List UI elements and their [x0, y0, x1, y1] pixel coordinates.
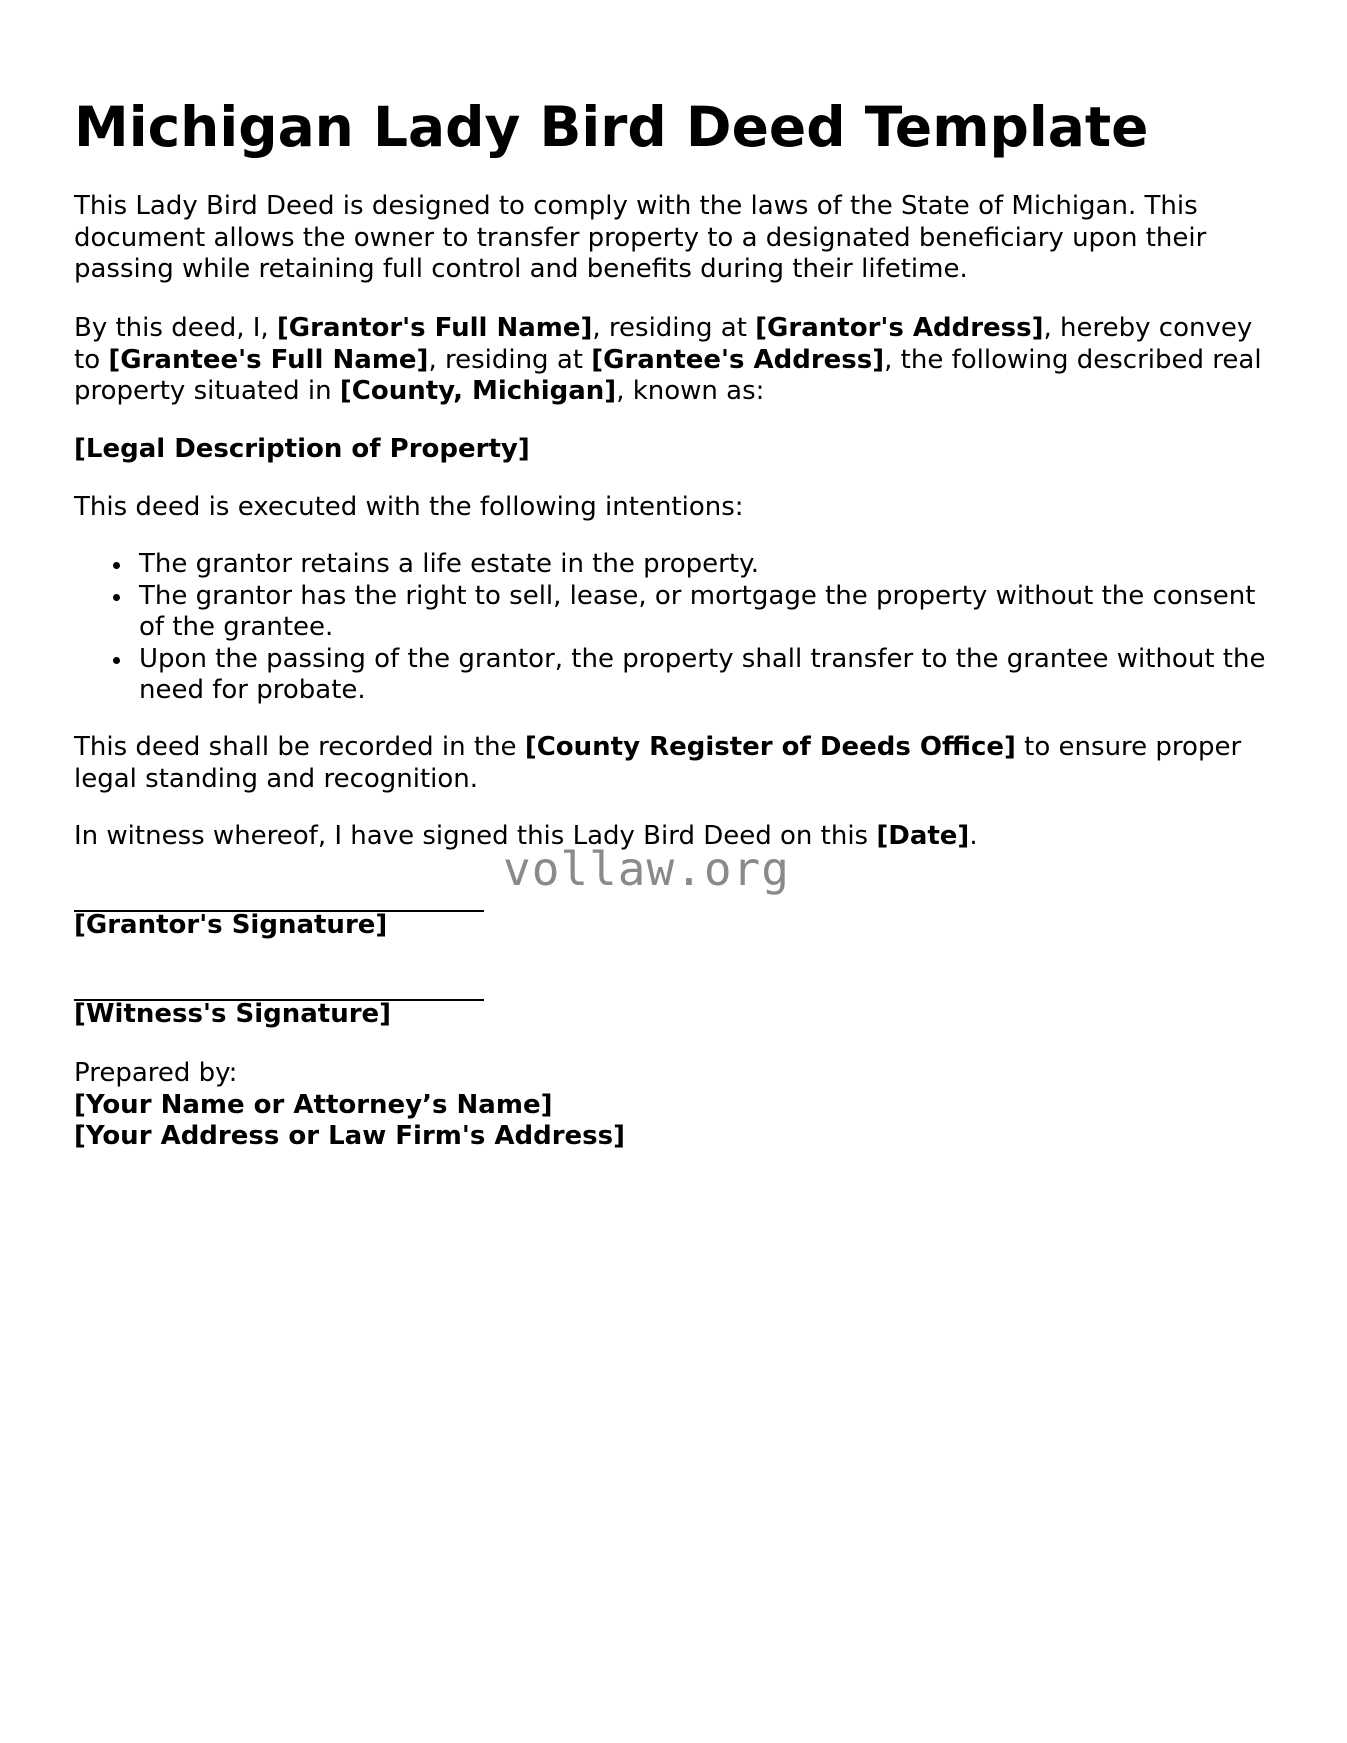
conveyance-text: , residing at: [592, 313, 756, 343]
grantor-address-placeholder: [Grantor's Address]: [755, 313, 1044, 343]
list-item: Upon the passing of the grantor, the property shall transfer to the grantee without the need for probate.: [74, 644, 1284, 707]
preparer-name-placeholder: [Your Name or Attorney’s Name]: [74, 1090, 553, 1120]
grantee-address-placeholder: [Grantee's Address]: [591, 344, 885, 375]
conveyance-paragraph: [74, 313, 1284, 408]
intentions-intro: This deed is executed with the following intentions:: [74, 492, 744, 522]
grantor-signature-label: [Grantor's Signature]: [74, 910, 388, 940]
legal-description-placeholder: [Legal Description of Property]: [74, 434, 530, 464]
witness-text: .: [969, 821, 978, 851]
page-title: Michigan Lady Bird Deed Template: [74, 95, 1149, 159]
recording-paragraph: [74, 732, 1284, 795]
conveyance-text: , the following described real property situated in: [74, 344, 1262, 406]
list-item: The grantor has the right to sell, lease, or mortgage the property without the consent of the grantee.: [74, 581, 1284, 644]
date-placeholder: [Date]: [876, 821, 970, 851]
prepared-by-label: Prepared by:: [74, 1058, 238, 1088]
preparer-address-placeholder: [Your Address or Law Firm's Address]: [74, 1121, 626, 1151]
intro-paragraph: This Lady Bird Deed is designed to comply with the laws of the State of Michigan. This document allows the owner to transfer property to a designated beneficiary upon their passing while retaining full control and benefits during their lifetime.: [74, 191, 1207, 284]
list-item: The grantor retains a life estate in the property.: [74, 549, 1284, 581]
recording-text: to ensure proper legal standing and recognition.: [74, 732, 1242, 794]
recording-text: This deed shall be recorded in the: [74, 732, 525, 762]
witness-text: In witness whereof, I have signed this Lady Bird Deed on this: [74, 821, 877, 851]
conveyance-text: , residing at: [428, 344, 592, 375]
county-placeholder: [County, Michigan]: [339, 376, 617, 406]
register-office-placeholder: [County Register of Deeds Office]: [524, 732, 1016, 762]
grantee-name-placeholder: [Grantee's Full Name]: [108, 344, 429, 375]
witness-signature-label: [Witness's Signature]: [74, 999, 392, 1029]
intentions-list: [74, 549, 1284, 707]
watermark: vollaw.org: [503, 842, 790, 896]
conveyance-text: , known as:: [616, 376, 765, 406]
conveyance-text: , hereby convey to: [74, 313, 1253, 375]
grantor-name-placeholder: [Grantor's Full Name]: [276, 313, 593, 343]
conveyance-text: By this deed, I,: [74, 313, 277, 343]
